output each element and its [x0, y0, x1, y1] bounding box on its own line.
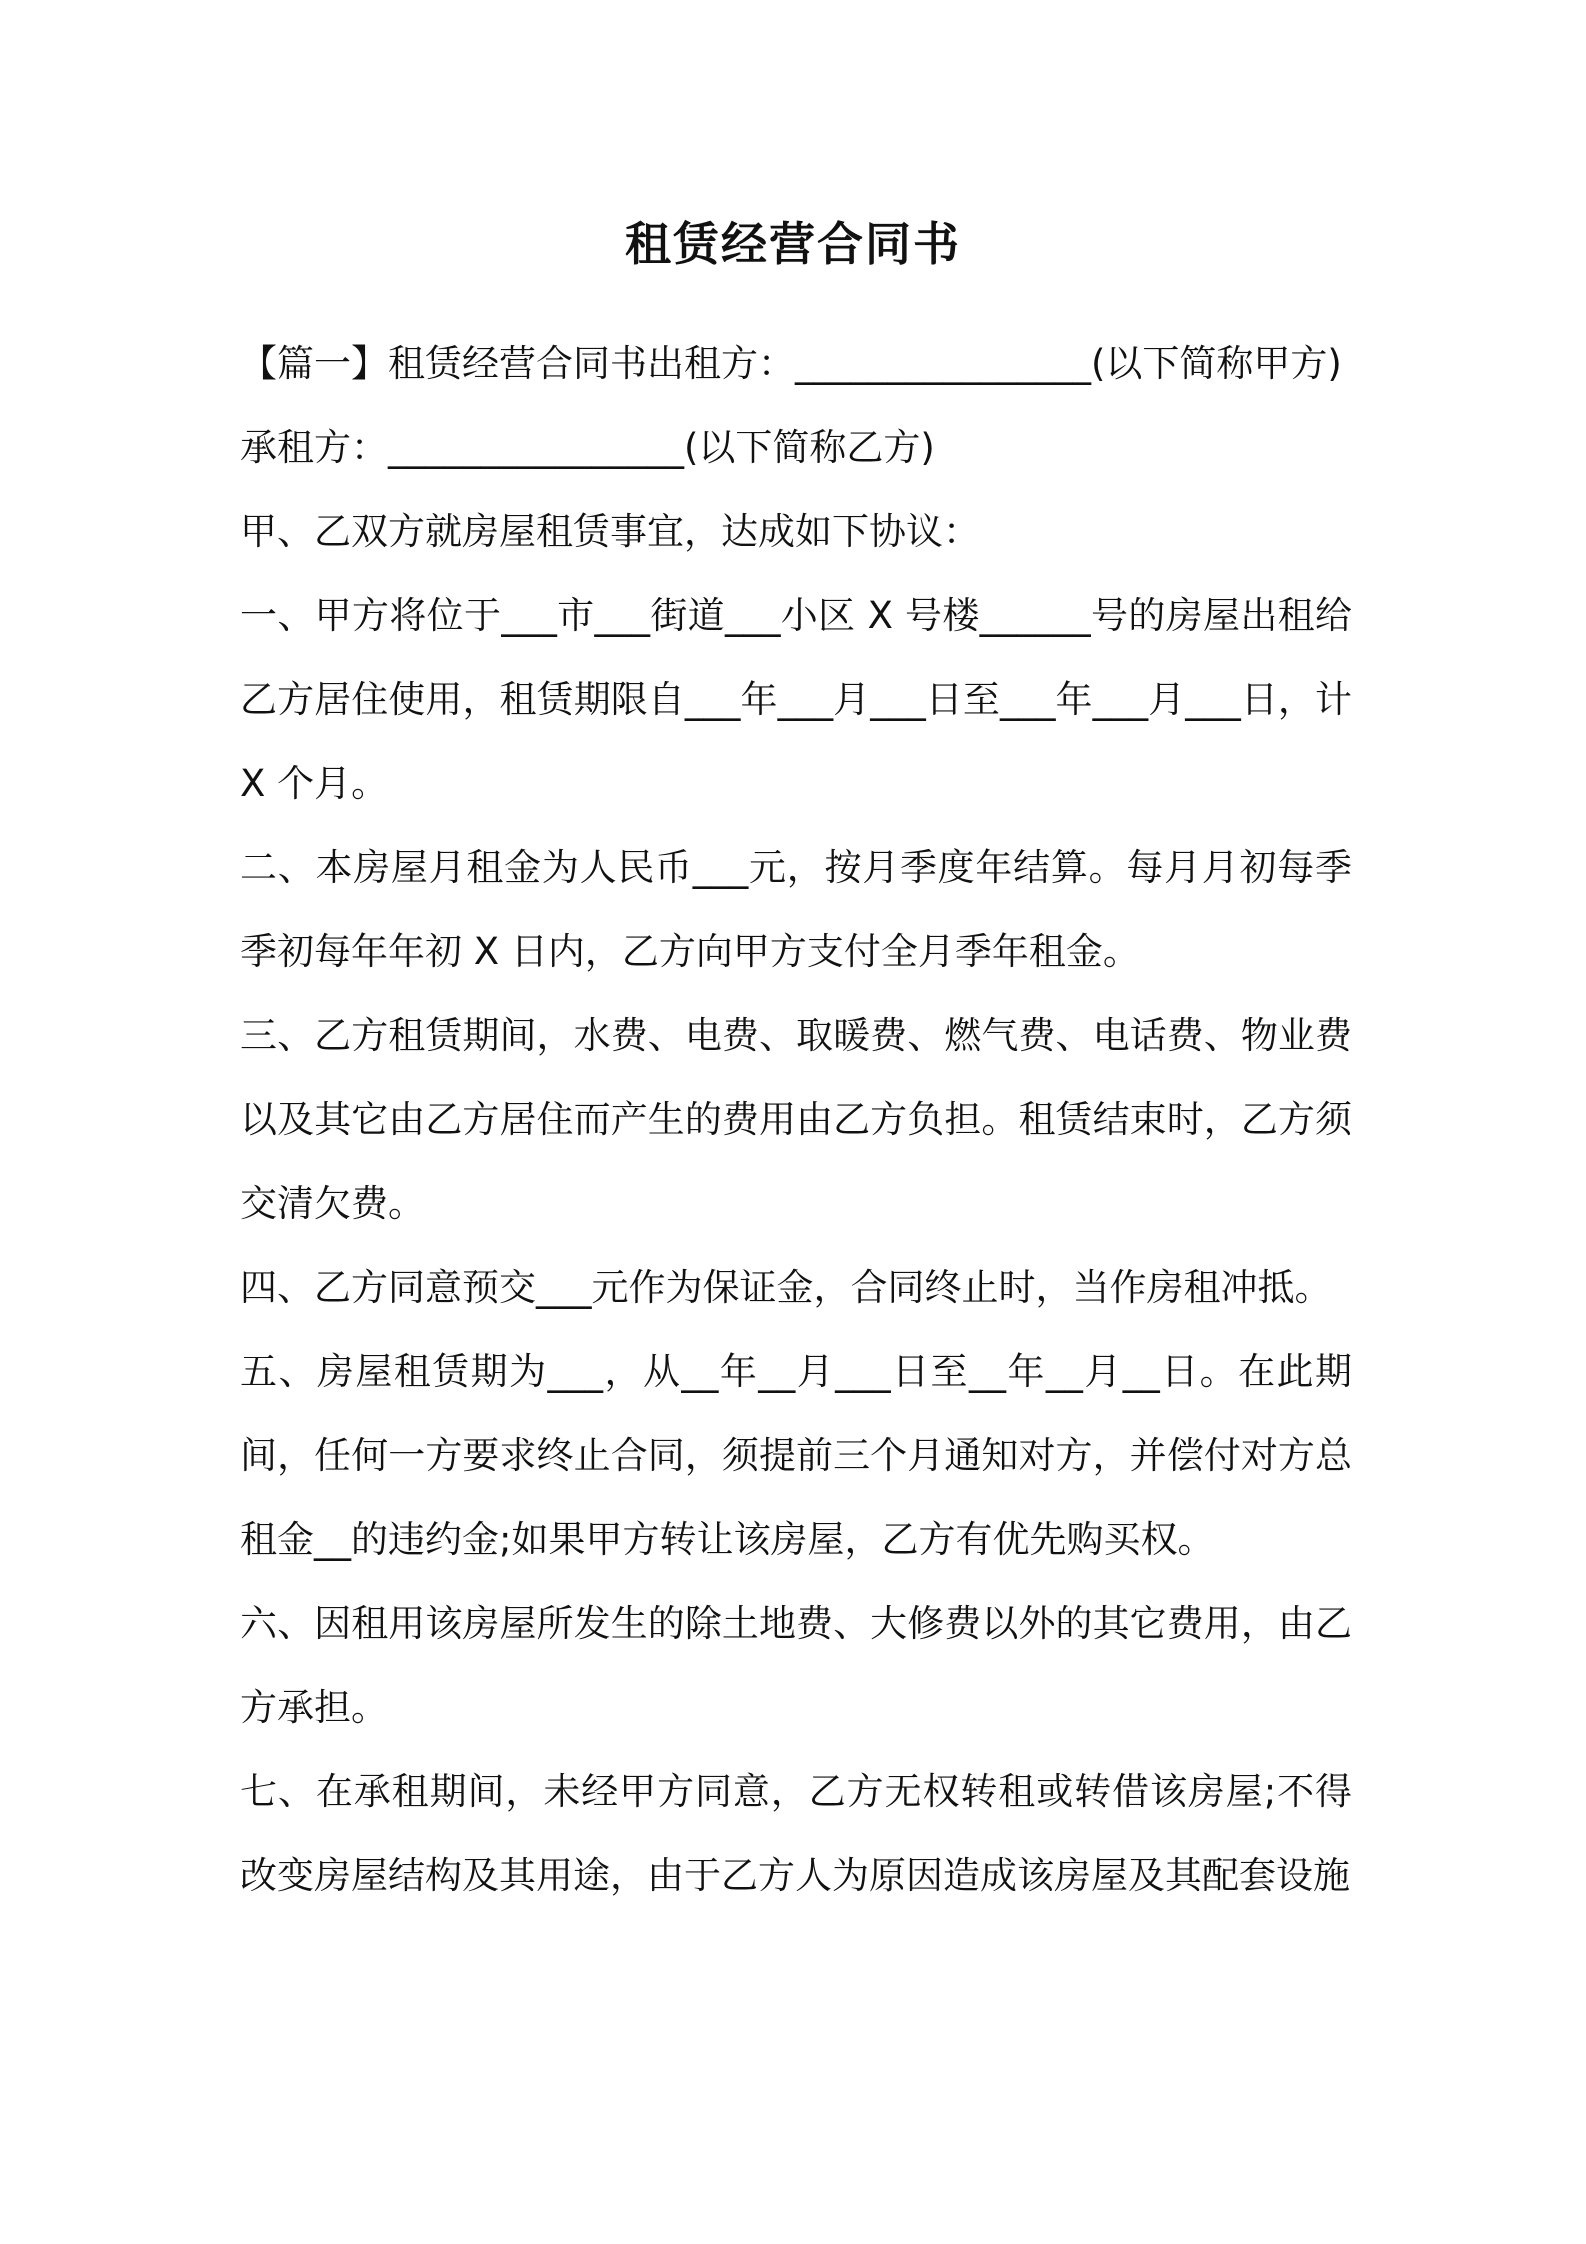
- paragraph-lessee: 承租方：________________(以下简称乙方): [240, 426, 935, 469]
- clause-5: 五、房屋租赁期为___，从__年__月___日至__年__月__日。在此期间，任何一方要求终止合同，须提前三个月通知对方，并偿付对方总租金__的违约金;如果甲方转让该房屋，乙方有优先购买权。: [240, 1350, 1352, 1561]
- clause-1: 一、甲方将位于___市___街道___小区 X 号楼______号的房屋出租给乙方居住使用，租赁期限自___年___月___日至___年___月___日，计 X 个月。: [240, 594, 1352, 805]
- document-body: [240, 322, 1352, 1918]
- paragraph-preamble-lessor: 【篇一】租赁经营合同书出租方：________________(以下简称甲方): [240, 342, 1342, 385]
- document-title: 租赁经营合同书: [625, 217, 961, 271]
- clause-7: 七、在承租期间，未经甲方同意，乙方无权转租或转借该房屋;不得改变房屋结构及其用途，由于乙方人为原因造成该房屋及其配套设施: [240, 1770, 1352, 1897]
- clause-3: 三、乙方租赁期间，水费、电费、取暖费、燃气费、电话费、物业费以及其它由乙方居住而产生的费用由乙方负担。租赁结束时，乙方须交清欠费。: [240, 1014, 1352, 1225]
- clause-4: 四、乙方同意预交___元作为保证金，合同终止时，当作房租冲抵。: [240, 1266, 1332, 1309]
- clause-2: 二、本房屋月租金为人民币___元，按月季度年结算。每月月初每季季初每年年初 X 日内，乙方向甲方支付全月季年租金。: [240, 846, 1352, 973]
- paragraph-agreement-intro: 甲、乙双方就房屋租赁事宜，达成如下协议：: [240, 510, 980, 553]
- clause-6: 六、因租用该房屋所发生的除土地费、大修费以外的其它费用，由乙方承担。: [240, 1602, 1352, 1729]
